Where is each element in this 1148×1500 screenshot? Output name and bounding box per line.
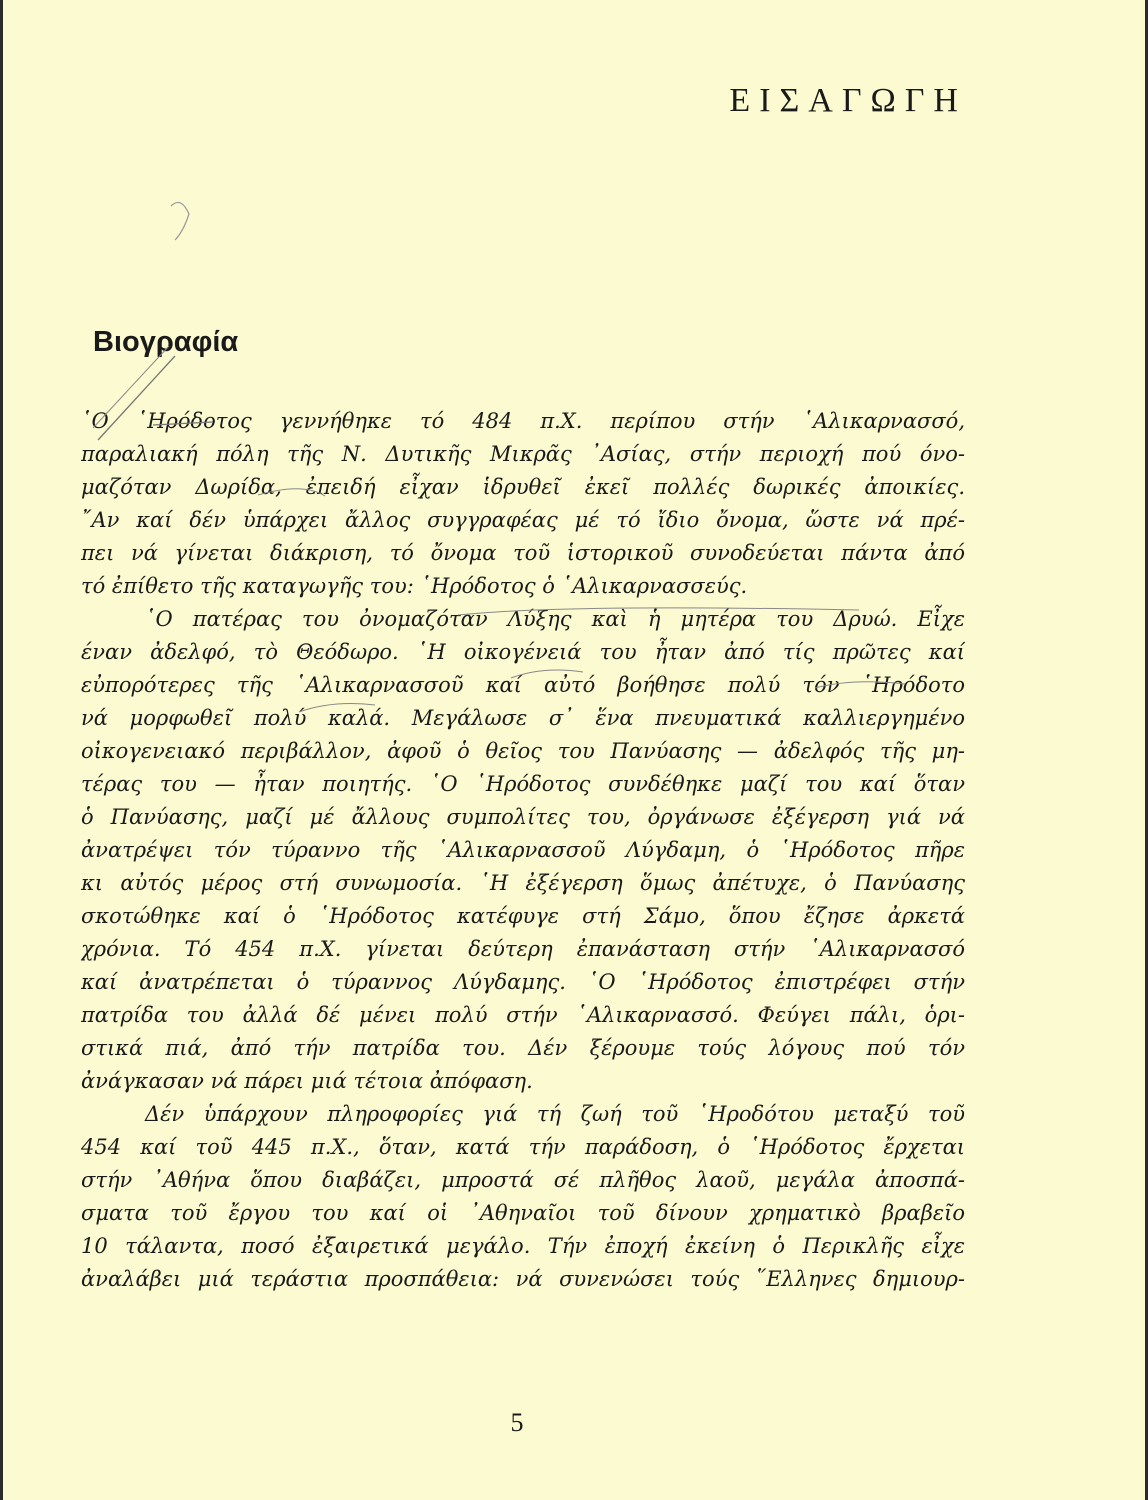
text-line: τό ἐπίθετο τῆς καταγωγῆς του: ῾Ηρόδοτος ὁ ῾Αλικαρνασσεύς. (81, 574, 748, 598)
text-line: καί ἀνατρέπεται ὁ τύραννος Λύγδαμης. ῾Ο ῾Ηρόδοτος ἐπιστρέφει στήν (81, 970, 965, 994)
text-line: εὐπορότερες τῆς ῾Αλικαρνασσοῦ καί αὐτό βοήθησε πολύ τόν ῾Ηρόδοτο (81, 673, 965, 697)
text-line: σκοτώθηκε καί ὁ ῾Ηρόδοτος κατέφυγε στή Σάμο, ὅπου ἔζησε ἀρκετά (81, 904, 965, 928)
text-line: 454 καί τοῦ 445 π.Χ., ὅταν, κατά τήν παράδοση, ὁ ῾Ηρόδοτος ἔρχεται (81, 1135, 965, 1159)
text-line: στικά πιά, ἀπό τήν πατρίδα του. Δέν ξέρουμε τούς λόγους πού τόν (81, 1036, 965, 1060)
text-line: κι αὐτός μέρος στή συνωμοσία. ῾Η ἐξέγερση ὅμως ἀπέτυχε, ὁ Πανύασης (81, 871, 965, 895)
text-line: παραλιακή πόλη τῆς Ν. Δυτικῆς Μικρᾶς ᾿Ασίας, στήν περιοχή πού όνο- (81, 442, 965, 466)
text-line: χρόνια. Τό 454 π.Χ. γίνεται δεύτερη ἐπανάσταση στήν ῾Αλικαρνασσό (81, 937, 965, 961)
text-line: ῾Ο ῾Ηρόδοτος γεννήθηκε τό 484 π.Χ. περίπου στήν ῾Αλικαρνασσό, (81, 409, 965, 433)
text-line: μαζόταν Δωρίδα, ἐπειδή εἶχαν ἱδρυθεῖ ἐκεῖ πολλές δωρικές ἀποικίες. (81, 475, 965, 499)
chapter-title: ΕΙΣΑΓΩΓΗ (729, 82, 967, 119)
text-line: Δέν ὑπάρχουν πληροφορίες γιά τή ζωή τοῦ ῾Ηροδότου μεταξύ τοῦ (145, 1102, 965, 1126)
text-line: τέρας του — ἦταν ποιητής. ῾Ο ῾Ηρόδοτος συνδέθηκε μαζί του καί ὅταν (81, 772, 965, 796)
text-line: ῎Αν καί δέν ὑπάρχει ἄλλος συγγραφέας μέ τό ἴδιο ὄνομα, ὥστε νά πρέ- (81, 508, 965, 532)
body-text (81, 405, 965, 1296)
text-line: ἀνάγκασαν νά πάρει μιά τέτοια ἀπόφαση. (81, 1069, 533, 1093)
text-line: ἀναλάβει μιά τεράστια προσπάθεια: νά συνενώσει τούς ῞Ελληνες δημιουρ- (81, 1267, 965, 1291)
text-line: πει νά γίνεται διάκριση, τό ὄνομα τοῦ ἱστορικοῦ συνοδεύεται πάντα ἀπό (81, 541, 965, 565)
text-line: 10 τάλαντα, ποσό ἐξαιρετικά μεγάλο. Τήν ἐποχή ἐκείνη ὁ Περικλῆς εἶχε (81, 1234, 965, 1258)
text-line: ἀνατρέψει τόν τύραννο τῆς ῾Αλικαρνασσοῦ Λύγδαμη, ὁ ῾Ηρόδοτος πῆρε (81, 838, 965, 862)
section-heading: Βιογραφία (93, 326, 239, 358)
text-line: οἰκογενειακό περιβάλλον, ἀφοῦ ὁ θεῖος του Πανύασης — ἀδελφός τῆς μη- (81, 739, 965, 763)
text-line: πατρίδα του ἀλλά δέ μένει πολύ στήν ῾Αλικαρνασσό. Φεύγει πάλι, ὁρι- (81, 1003, 965, 1027)
text-line: νά μορφωθεῖ πολύ καλά. Μεγάλωσε σ᾿ ἕνα πνευματικά καλλιεργημένο (81, 706, 965, 730)
text-line: έναν ἀδελφό, τὸ Θεόδωρο. ῾Η οἰκογένειά του ἦταν ἀπό τίς πρῶτες καί (81, 640, 965, 664)
text-line: ὁ Πανύασης, μαζί μέ ἄλλους συμπολίτες του, ὀργάνωσε ἐξέγερση γιά νά (81, 805, 965, 829)
text-line: σματα τοῦ ἔργου του καί οἱ ᾿Αθηναῖοι τοῦ δίνουν χρηματικὸ βραβεῖο (81, 1201, 965, 1225)
page-number: 5 (510, 1408, 524, 1437)
pencil-squiggle (171, 202, 189, 240)
text-line: στήν ᾿Αθήνα ὅπου διαβάζει, μπροστά σέ πλῆθος λαοῦ, μεγάλα ἀποσπά- (81, 1168, 965, 1192)
text-line: ῾Ο πατέρας του ὀνομαζόταν Λύξης καὶ ἡ μητέρα του Δρυώ. Εἶχε (145, 607, 965, 631)
